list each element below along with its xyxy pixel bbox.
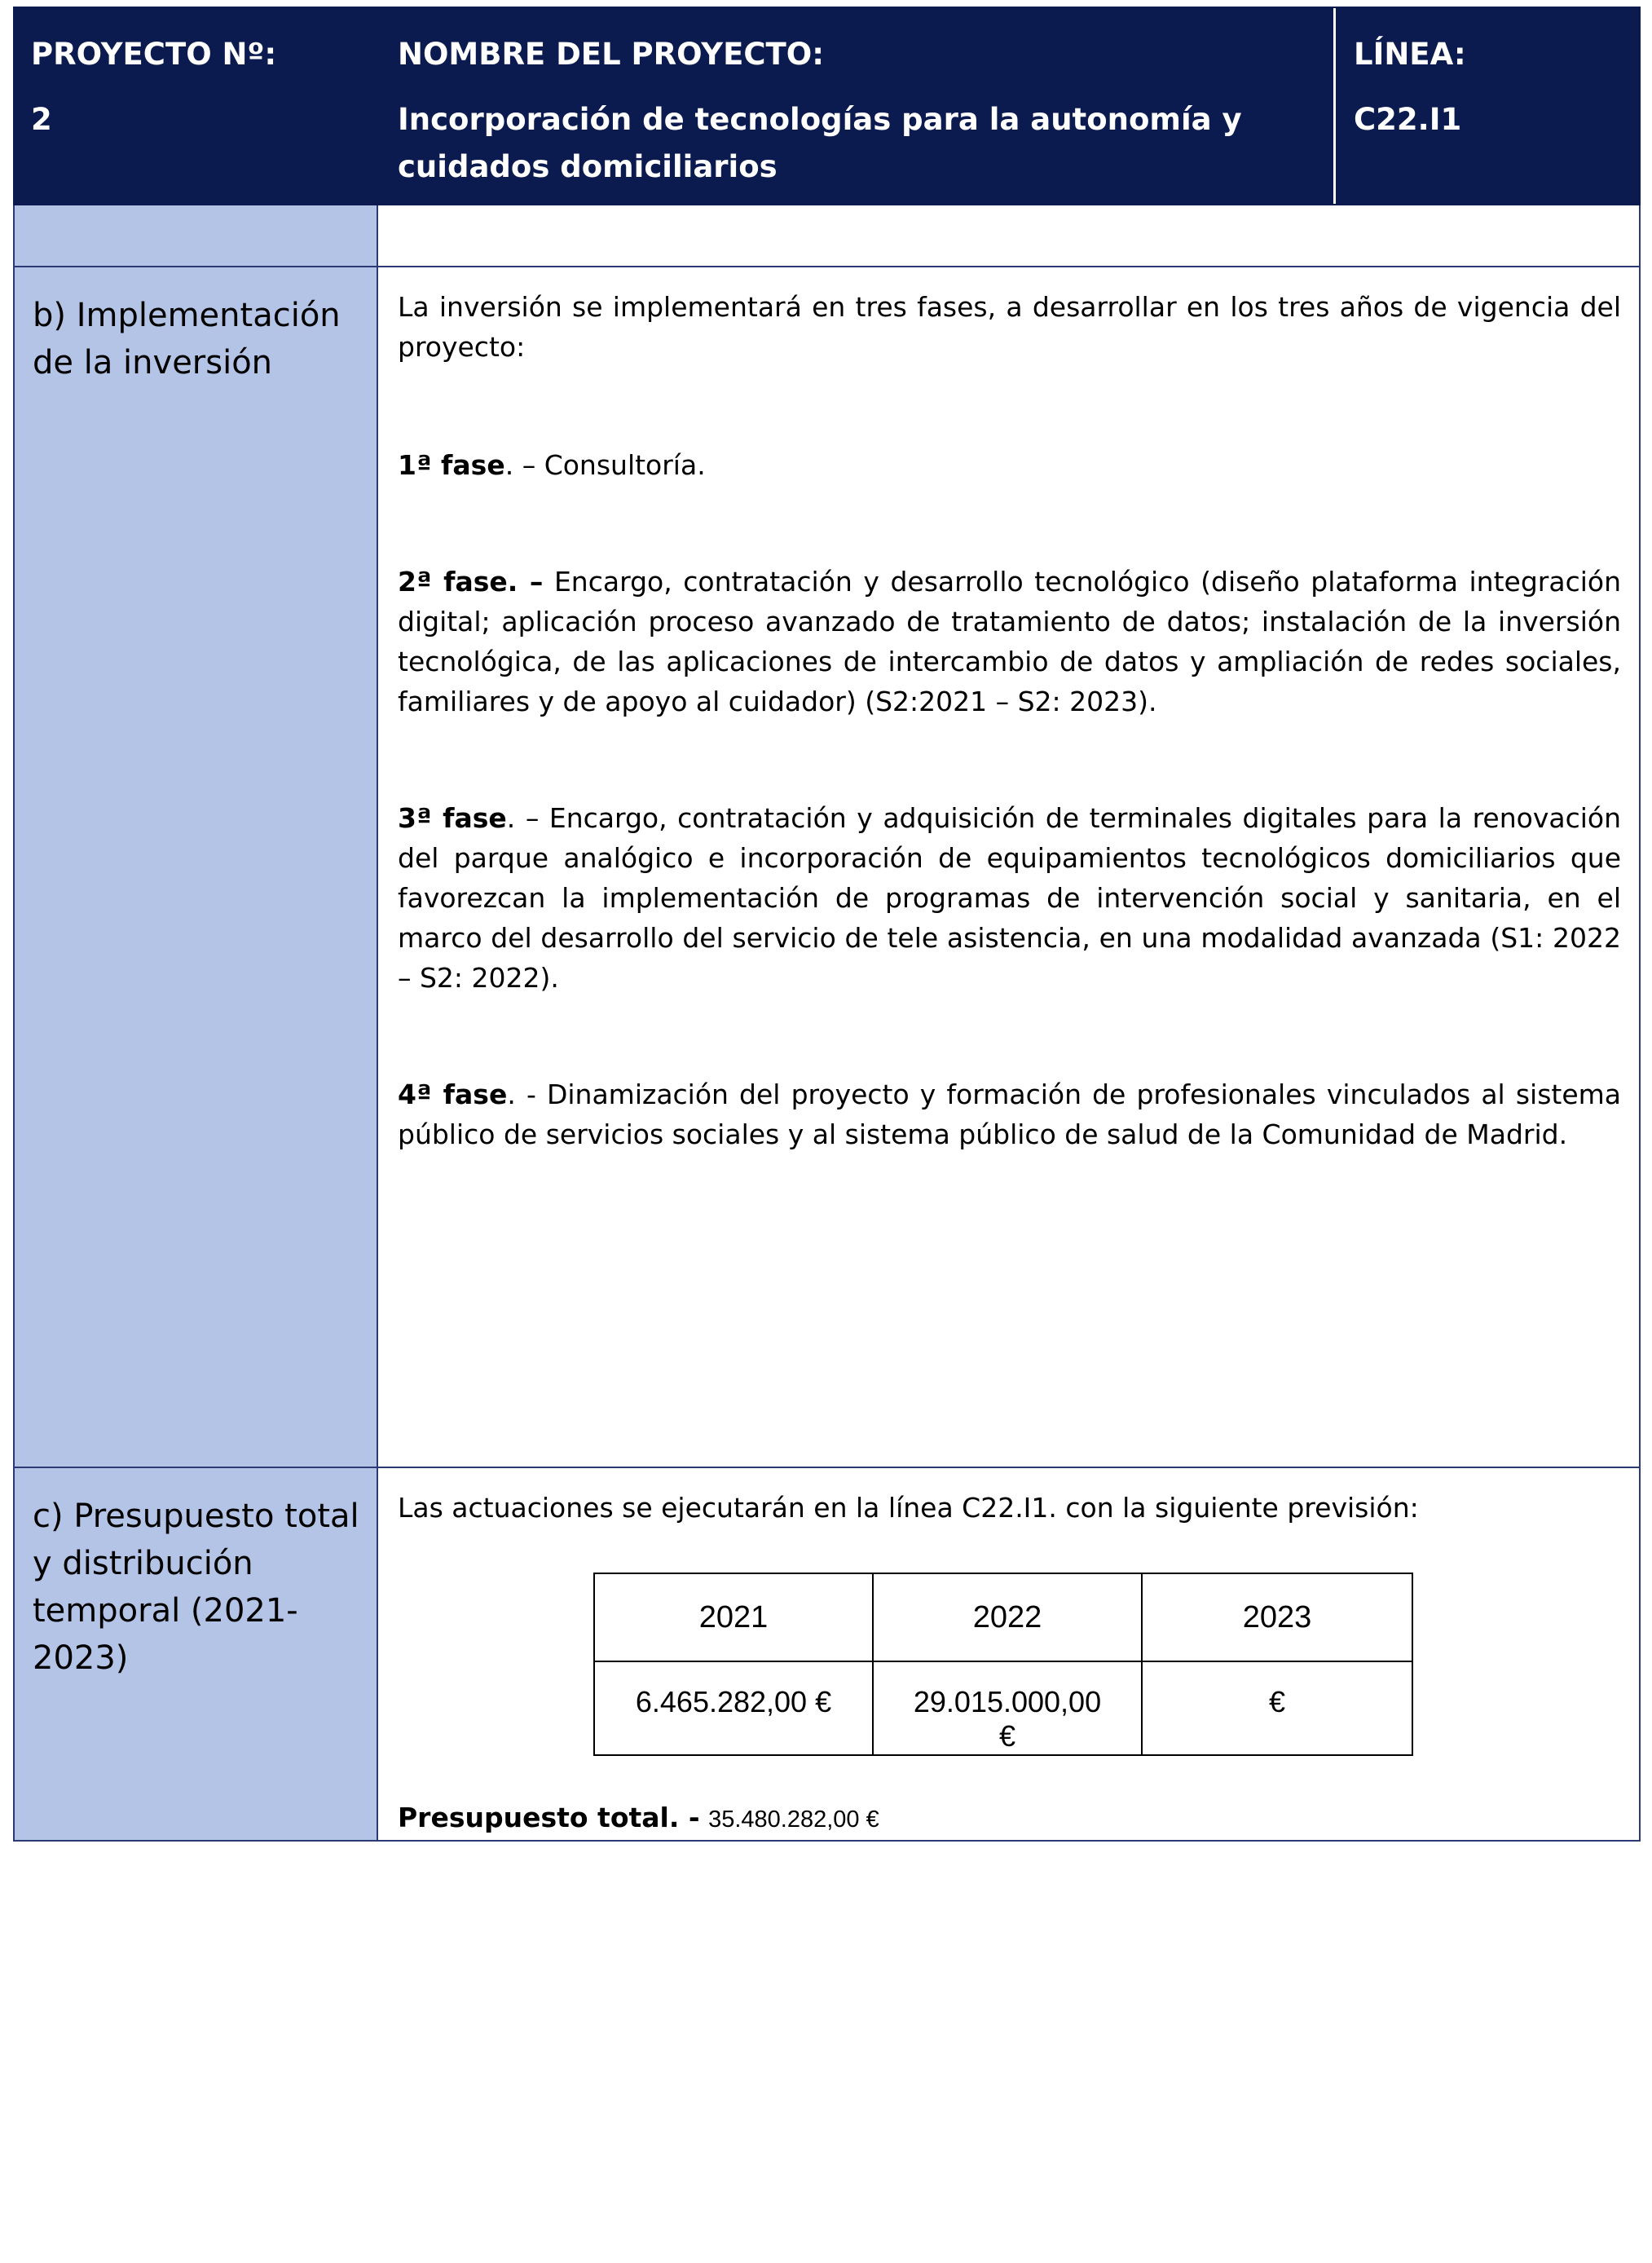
spacer-right-cell: [380, 205, 1639, 266]
project-name-value: [398, 96, 1333, 191]
budget-year-2021: 2021: [594, 1573, 873, 1661]
budget-label-line-2: y distribución: [33, 1545, 253, 1582]
phase-1: [398, 445, 1621, 485]
implementation-label-line-1: b) Implementación: [33, 297, 341, 334]
budget-total-value: 35.480.282,00 €: [708, 1806, 879, 1833]
budget-amount-2023: €: [1142, 1661, 1412, 1755]
budget-amount-2022-currency: €: [998, 1719, 1016, 1753]
budget-total-label: Presupuesto total. -: [398, 1802, 700, 1833]
budget-year-2022: 2022: [873, 1573, 1142, 1661]
project-name-cell: [380, 8, 1333, 204]
budget-table-header-row: [594, 1573, 1412, 1661]
budget-row: [13, 1468, 1641, 1842]
budget-content: [380, 1468, 1639, 1840]
implementation-label-line-2: de la inversión: [33, 344, 273, 382]
budget-label-line-4: 2023): [33, 1639, 129, 1677]
implementation-intro: La inversión se implementará en tres fases, a desarrollar en los tres años de vigencia del proyecto:: [398, 291, 1621, 363]
project-number-cell: [15, 8, 380, 204]
budget-label-line-1: c) Presupuesto total: [33, 1498, 359, 1535]
implementation-row: [13, 267, 1641, 1468]
phase-4: [398, 1074, 1621, 1154]
budget-amount-2022: [873, 1661, 1142, 1755]
budget-amount-2022-number: 29.015.000,00: [913, 1685, 1102, 1718]
budget-table-values-row: [594, 1661, 1412, 1755]
phase-2-text: Encargo, contratación y desarrollo tecnológico (diseño plataforma integración digital; aplicación proceso avanzado de tratamiento de datos; instalación de la inversión tecnológica, de las aplicaciones de intercambio de datos y ampliación de redes sociales, familiares y de apoyo al cuidador) (S2:2021 – S2: 2023).: [398, 566, 1621, 717]
budget-intro: Las actuaciones se ejecutarán en la línea C22.I1. con la siguiente previsión:: [398, 1492, 1419, 1524]
line-label: LÍNEA:: [1354, 37, 1466, 72]
project-header: [13, 7, 1641, 205]
project-name-line-1: Incorporación de tecnologías para la autonomía y: [398, 102, 1242, 137]
project-number-label: PROYECTO Nº:: [31, 37, 277, 72]
spacer-left-cell: [15, 205, 378, 266]
project-sheet: [13, 7, 1641, 1842]
phase-3-title: 3ª fase: [398, 802, 507, 834]
budget-year-2023: 2023: [1142, 1573, 1412, 1661]
phase-1-title: 1ª fase: [398, 449, 505, 481]
spacer-row: [13, 205, 1641, 267]
project-name-label: NOMBRE DEL PROYECTO:: [398, 37, 824, 72]
line-cell: [1333, 8, 1642, 204]
phase-4-title: 4ª fase: [398, 1079, 508, 1110]
budget-total: [398, 1798, 879, 1840]
phase-1-text: . – Consultoría.: [504, 449, 706, 481]
phase-3-text: . – Encargo, contratación y adquisición de terminales digitales para la renovación del parque analógico e incorporación de equipamientos tecnológicos domiciliarios que favorezcan la implementación de programas de intervención social y sanitaria, en el marco del desarrollo del servicio de tele asistencia, en una modalidad avanzada (S1: 2022 – S2: 2022).: [398, 802, 1622, 994]
implementation-content: [380, 267, 1639, 1467]
budget-amount-2021: 6.465.282,00 €: [594, 1661, 873, 1755]
phase-2-title: 2ª fase. –: [398, 566, 544, 598]
budget-label-line-3: temporal (2021-: [33, 1592, 298, 1630]
project-name-line-2: cuidados domiciliarios: [398, 149, 778, 184]
line-value: C22.I1: [1354, 102, 1462, 137]
budget-table: [593, 1573, 1413, 1756]
implementation-label: [15, 267, 378, 1467]
budget-label: [15, 1468, 378, 1840]
project-number-value: 2: [31, 102, 52, 137]
phase-2: [398, 562, 1621, 721]
phase-4-text: . - Dinamización del proyecto y formación de profesionales vinculados al sistema público de servicios sociales y al sistema público de salud de la Comunidad de Madrid.: [398, 1079, 1621, 1150]
phase-3: [398, 798, 1621, 998]
